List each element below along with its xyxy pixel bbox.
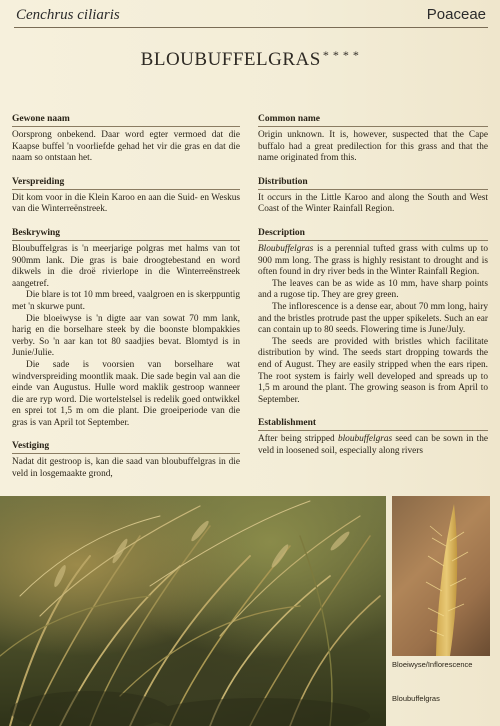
text-verspreiding: Dit kom voor in die Klein Karoo en aan die Suid- en Weskus van die Winterreënstreek. [12,192,240,215]
grass-blades-illustration [0,496,386,726]
inflorescence-illustration [392,496,490,656]
text-beskrywing-3: Die bloeiwyse is 'n digte aar van sowat 70 mm lank, harig en die borselhare steek by die boonste blompakkies verby. So 'n aar kan tot 80 saadjies bevat. Blomtyd is in Junie/Julie. [12,313,240,359]
heading-establishment: Establishment [258,418,488,431]
section-gewone-naam [12,114,240,165]
heading-beskrywing: Beskrywing [12,228,240,241]
header-rule [14,27,488,28]
text-establishment-pre: After being stripped [258,434,338,445]
english-column [258,114,488,469]
heading-verspreiding: Verspreiding [12,177,240,190]
section-distribution [258,177,488,216]
section-vestiging [12,441,240,480]
heading-description: Description [258,228,488,241]
text-gewone-naam: Oorsprong onbekend. Daar word egter vermoed dat die Kaapse buffel 'n voorliefde gehad het vir die gras en dat die naam so ontstaan het. [12,130,240,164]
text-beskrywing-1: Bloubuffelgras is 'n meerjarige polgras met halms van tot 900mm lank. Die gras is baie droogtebestand en word dikwels in die droë rivierlope in die Winterreënstreek aangetref. [12,243,240,289]
title-stars: * * * * [322,48,360,62]
text-distribution: It occurs in the Little Karoo and along the South and West Coast of the Winter Rainfall Region. [258,192,488,215]
caption-inflorescence: Bloeiwyse/Inflorescence [392,660,473,669]
afrikaans-column [12,114,240,493]
text-description-1 [258,244,488,279]
text-description-1-body: is a perennial tufted grass with culms up to 900 mm long. The grass is highly resistant to drought and is often found in dry river beds in the Winter Rainfall Region. [258,243,488,278]
heading-vestiging: Vestiging [12,441,240,454]
text-description-3: The inflorescence is a dense ear, about 70 mm long, hairy and the bristles protrude past the upper spikelets. Such an ear can contain up to 80 seeds. Flowering time is June/July. [258,301,488,336]
text-common-name: Origin unknown. It is, however, suspected that the Cape buffalo had a great predilection for this grass and that the name originated from this. [258,130,488,164]
text-beskrywing-4: Die sade is voorsien van borselhare wat windverspreiding moontlik maak. Die sade begin val aan die einde van Augustus. Hulle word maklik gestroop wanneer die are ryp word. Die wortelstelsel is redelik goed ontwikkel en sprei tot 1,5 m om die plant. Die groeiperiode van die gras is van April tot September. [12,359,240,428]
text-description-2: The leaves can be as wide as 10 mm, have sharp points and a rugose tip. They are grey green. [258,278,488,301]
text-vestiging: Nadat dit gestroop is, kan die saad van bloubuffelgras in die veld in losgemaakte grond, [12,457,240,480]
section-common-name [258,114,488,165]
inflorescence-photo [392,496,490,656]
title-text: BLOUBUFFELGRAS [140,49,321,70]
family-name: Poaceae [426,6,486,23]
page-title [0,48,500,71]
species-name: Cenchrus ciliaris [16,7,120,23]
section-establishment [258,418,488,457]
caption-plant: Bloubuffelgras [392,694,440,703]
text-establishment-post: seed can be sown in the veld in loosened soil, especially along rivers [258,434,488,456]
species-italic: Bloubuffelgras [258,243,314,254]
section-beskrywing [12,228,240,430]
heading-distribution: Distribution [258,177,488,190]
heading-gewone-naam: Gewone naam [12,114,240,127]
heading-common-name: Common name [258,114,488,127]
text-beskrywing-2: Die blare is tot 10 mm breed, vaalgroen en is skerppuntig met 'n skurwe punt. [12,290,240,312]
grass-field-photo [0,496,386,726]
text-description-4: The seeds are provided with bristles which facilitate distribution by wind. The seeds start dropping towards the end of August. They are easily stripped when the ears ripen. The root system is fairly well developed and spreads up to 1,5 m around the plant. The growing season is from April to September. [258,336,488,405]
text-establishment [258,434,488,457]
text-establishment-em: bloubuffelgras [337,434,393,445]
section-description [258,228,488,406]
section-verspreiding [12,177,240,216]
